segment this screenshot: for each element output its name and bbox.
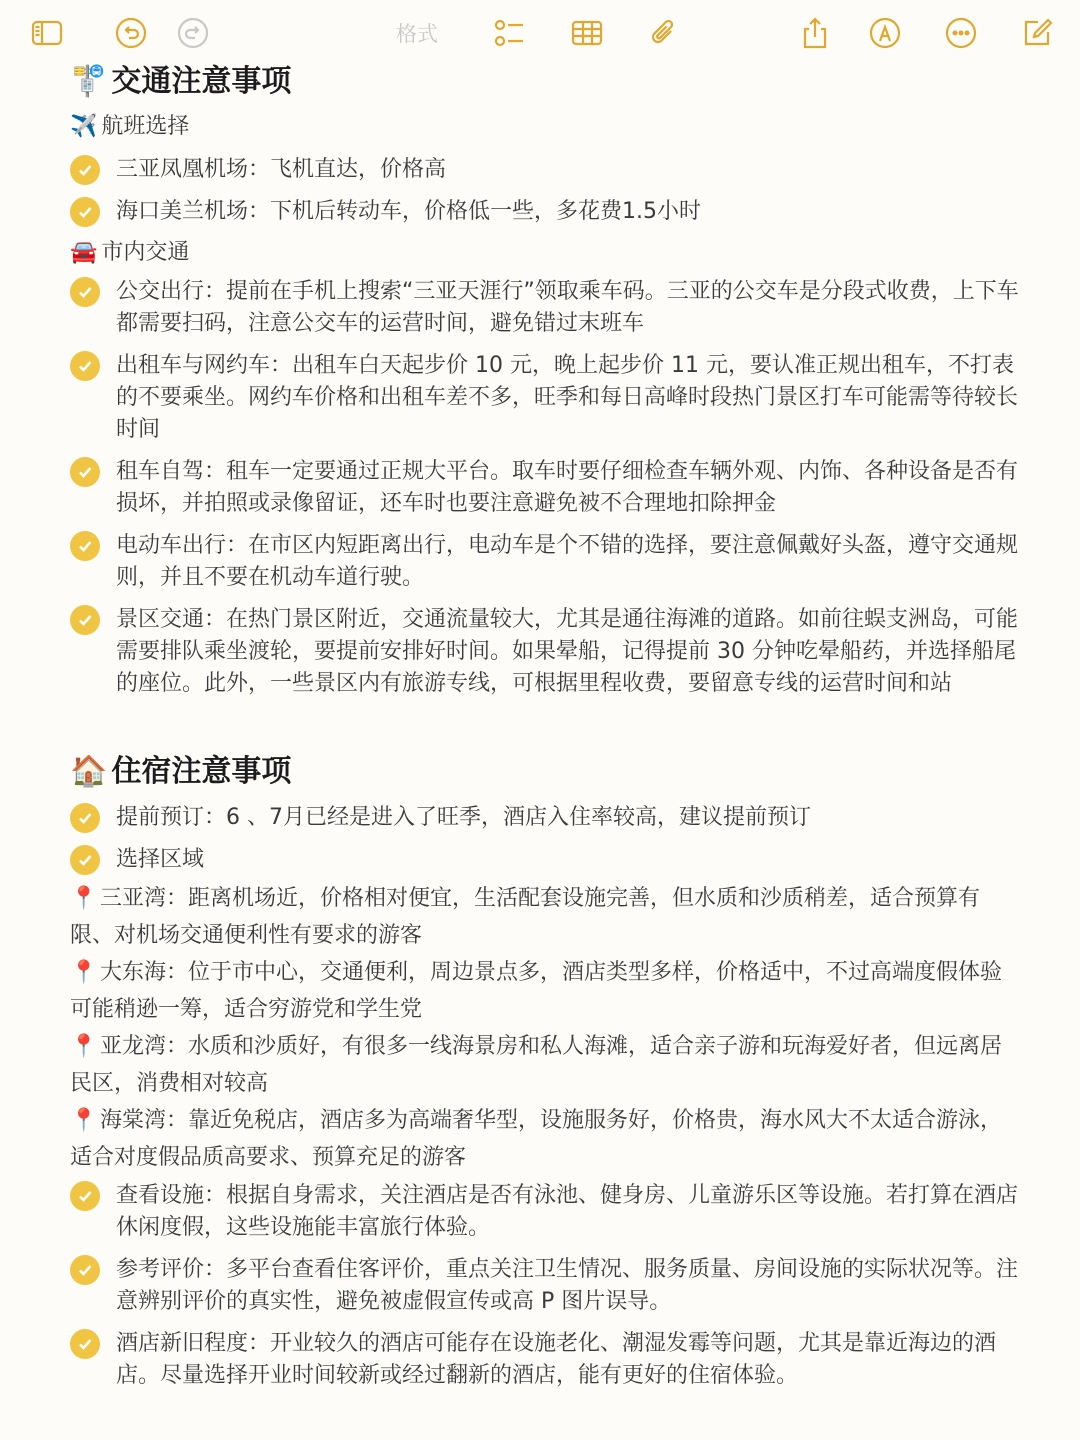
area-text: 大东海：位于市中心，交通便利，周边景点多，酒店类型多样，价格适中，不过高端度假体验可能稍逊一筹，适合穷游党和学生党 (70, 960, 1003, 1022)
pin-icon: 📍 (70, 1108, 98, 1133)
list-item (70, 1254, 1020, 1318)
list-item (70, 844, 1020, 876)
undo-icon[interactable] (110, 12, 152, 54)
traffic-title: 交通注意事项 (111, 64, 292, 99)
item-text: 海口美兰机场：下机后转动车，价格低一些，多花费1.5小时 (116, 199, 701, 224)
checklist-icon[interactable] (488, 12, 530, 54)
paperclip-icon[interactable] (642, 12, 684, 54)
item-text: 查看设施：根据自身需求，关注酒店是否有泳池、健身房、儿童游乐区等设施。若打算在酒店休闲度假，这些设施能丰富旅行体验。 (116, 1183, 1019, 1240)
more-icon[interactable] (940, 12, 982, 54)
car-icon: 🚘 (70, 240, 98, 265)
checkmark-icon[interactable] (70, 531, 100, 561)
checkmark-icon[interactable] (70, 155, 100, 185)
checkmark-icon[interactable] (70, 277, 100, 307)
list-item (70, 350, 1020, 446)
area-item (70, 1102, 1020, 1176)
compose-icon[interactable] (1016, 12, 1058, 54)
subheading-city (70, 232, 1020, 274)
sidebar-icon[interactable] (26, 12, 68, 54)
item-text: 公交出行：提前在手机上搜索“三亚天涯行”领取乘车码。三亚的公交车是分段式收费，上下车都需要扫码，注意公交车的运营时间，避免错过末班车 (116, 279, 1019, 336)
subheading-flight (70, 106, 1020, 148)
list-item (70, 802, 1020, 834)
airplane-icon: ✈️ (70, 114, 98, 139)
lodging-title: 住宿注意事项 (111, 754, 292, 789)
pin-icon: 📍 (70, 1034, 98, 1059)
checkmark-icon[interactable] (70, 1255, 100, 1285)
pin-icon: 📍 (70, 960, 98, 985)
bus-stop-icon: 🚏 (70, 64, 108, 99)
item-text: 景区交通：在热门景区附近，交通流量较大，尤其是通往海滩的道路。如前往蜈支洲岛，可能需要排队乘坐渡轮，要提前安排好时间。如果晕船，记得提前 30 分钟吃晕船药，并选择船尾的座位。此外，一些景区内有旅游专线，可根据里程收费，要留意专线的运营时间和站 (116, 607, 1019, 696)
item-text: 酒店新旧程度：开业较久的酒店可能存在设施老化、潮湿发霉等问题，尤其是靠近海边的酒店。尽量选择开业时间较新或经过翻新的酒店，能有更好的住宿体验。 (116, 1331, 997, 1388)
list-item (70, 276, 1020, 340)
section-title-traffic (70, 60, 1020, 104)
markup-icon[interactable] (864, 12, 906, 54)
area-text: 亚龙湾：水质和沙质好，有很多一线海景房和私人海滩，适合亲子游和玩海爱好者，但远离居民区，消费相对较高 (70, 1034, 1003, 1096)
note-content[interactable] (70, 60, 1020, 1392)
format-button[interactable]: 格式 (396, 22, 438, 46)
area-text: 三亚湾：距离机场近，价格相对便宜，生活配套设施完善，但水质和沙质稍差，适合预算有限、对机场交通便利性有要求的游客 (70, 886, 981, 948)
table-icon[interactable] (566, 12, 608, 54)
list-item (70, 154, 1020, 186)
redo-icon[interactable] (172, 12, 214, 54)
item-text: 租车自驾：租车一定要通过正规大平台。取车时要仔细检查车辆外观、内饰、各种设备是否有损坏，并拍照或录像留证，还车时也要注意避免被不合理地扣除押金 (116, 459, 1019, 516)
area-text: 海棠湾：靠近免税店，酒店多为高端奢华型，设施服务好，价格贵，海水风大不太适合游泳，适合对度假品质高要求、预算充足的游客 (70, 1108, 1003, 1170)
area-item (70, 1028, 1020, 1102)
list-item (70, 456, 1020, 520)
checkmark-icon[interactable] (70, 803, 100, 833)
house-icon: 🏠 (70, 754, 108, 789)
checkmark-icon[interactable] (70, 197, 100, 227)
item-text: 电动车出行：在市区内短距离出行，电动车是个不错的选择，要注意佩戴好头盔，遵守交通规则，并且不要在机动车道行驶。 (116, 533, 1019, 590)
list-item (70, 604, 1020, 700)
checkmark-icon[interactable] (70, 845, 100, 875)
area-item (70, 880, 1020, 954)
city-label: 市内交通 (101, 240, 190, 265)
list-item (70, 196, 1020, 228)
checkmark-icon[interactable] (70, 457, 100, 487)
section-title-lodging (70, 750, 1020, 794)
item-text: 三亚凤凰机场：飞机直达，价格高 (116, 157, 447, 182)
share-icon[interactable] (794, 12, 836, 54)
item-text: 选择区域 (116, 847, 205, 872)
list-item (70, 1180, 1020, 1244)
pin-icon: 📍 (70, 886, 98, 911)
item-text: 提前预订：6 、7月已经是进入了旺季，酒店入住率较高，建议提前预订 (116, 805, 811, 830)
list-item (70, 530, 1020, 594)
checkmark-icon[interactable] (70, 1181, 100, 1211)
flight-label: 航班选择 (101, 114, 190, 139)
area-item (70, 954, 1020, 1028)
item-text: 出租车与网约车：出租车白天起步价 10 元，晚上起步价 11 元，要认准正规出租车，不打表的不要乘坐。网约车价格和出租车差不多，旺季和每日高峰时段热门景区打车可能需等待较长时间 (116, 353, 1019, 442)
list-item (70, 1328, 1020, 1392)
item-text: 参考评价：多平台查看住客评价，重点关注卫生情况、服务质量、房间设施的实际状况等。注意辨别评价的真实性，避免被虚假宣传或高 P 图片误导。 (116, 1257, 1019, 1314)
checkmark-icon[interactable] (70, 351, 100, 381)
toolbar (0, 0, 1080, 64)
checkmark-icon[interactable] (70, 605, 100, 635)
checkmark-icon[interactable] (70, 1329, 100, 1359)
